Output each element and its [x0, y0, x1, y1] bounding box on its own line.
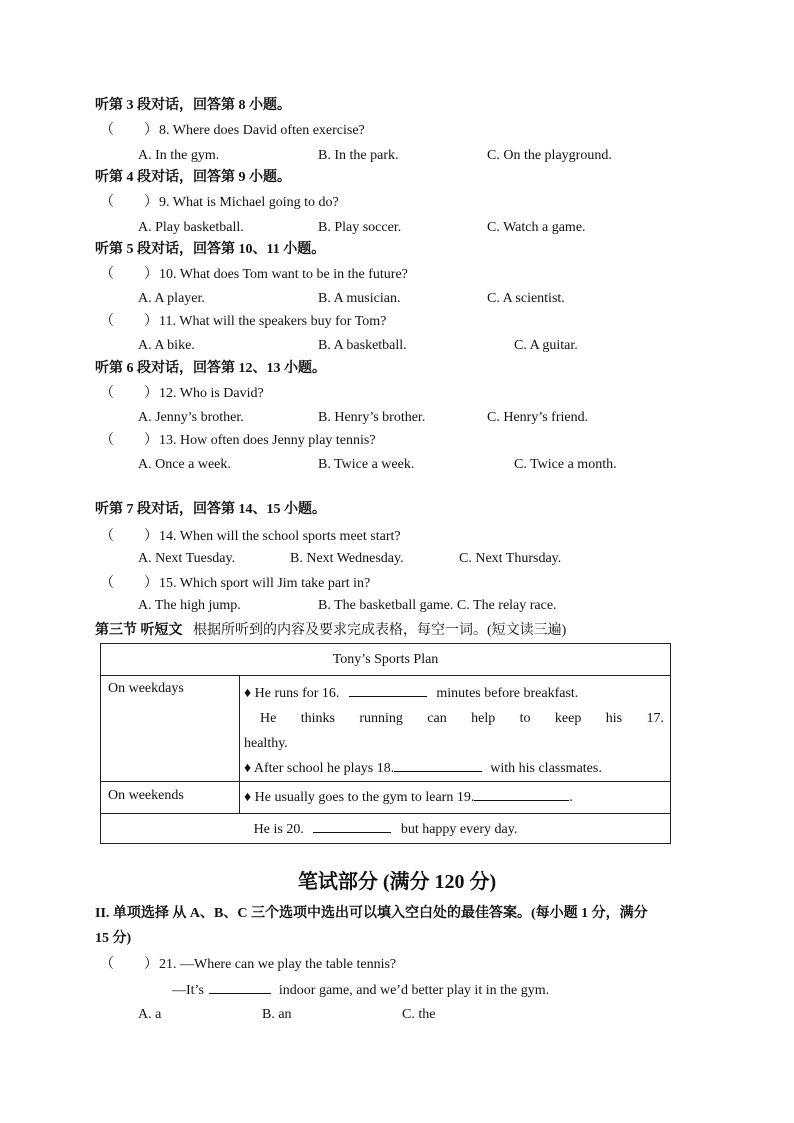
answer-paren-close: ）	[144, 123, 158, 138]
blank-20-suffix: but happy every day.	[400, 821, 518, 837]
question-13: 13. How often does Jenny play tennis?	[159, 433, 376, 448]
q21-option-b: B. an	[262, 1007, 292, 1022]
answer-paren-open: （	[100, 957, 114, 972]
q9-option-c: C. Watch a game.	[487, 220, 586, 235]
word: his	[605, 711, 623, 726]
sports-plan-table	[100, 643, 671, 844]
q10-option-b: B. A musician.	[318, 291, 401, 306]
blank-19-suffix: .	[569, 790, 573, 805]
blank-18-prefix: ♦ After school he plays 18.	[244, 761, 395, 776]
q12-option-c: C. Henry’s friend.	[487, 410, 589, 425]
answer-paren-close: ）	[144, 195, 158, 210]
answer-paren-close: ）	[144, 314, 158, 329]
part-3-label: 第三节 听短文	[95, 623, 183, 638]
weekday-line-1	[244, 681, 664, 706]
q11-option-b: B. A basketball.	[318, 338, 407, 353]
word: can	[427, 711, 447, 726]
word: He	[260, 711, 277, 726]
q21-option-a: A. a	[138, 1007, 162, 1022]
question-21: 21. —Where can we play the table tennis?	[159, 957, 397, 972]
weekday-line-2	[244, 706, 664, 731]
q13-option-a: A. Once a week.	[138, 457, 231, 472]
weekday-line-3: healthy.	[244, 736, 288, 751]
q13-option-b: B. Twice a week.	[318, 457, 415, 472]
question-21-response	[172, 981, 549, 1000]
answer-paren-close: ）	[144, 529, 158, 544]
q8-option-a: A. In the gym.	[138, 148, 220, 163]
q15-options-b-c: B. The basketball game. C. The relay race.	[318, 598, 557, 613]
q9-option-b: B. Play soccer.	[318, 220, 402, 235]
answer-paren-open: （	[100, 123, 114, 138]
q9-option-a: A. Play basketball.	[138, 220, 244, 235]
blank-17-label: 17.	[646, 711, 664, 726]
table-footer-row	[101, 814, 671, 844]
q8-option-b: B. In the park.	[318, 148, 399, 163]
blank-16-suffix: minutes before breakfast.	[436, 686, 579, 701]
blank-21-suffix: indoor game, and we’d better play it in the gym.	[278, 983, 550, 998]
answer-paren-open: （	[100, 576, 114, 591]
part-3-heading	[95, 622, 566, 640]
answer-paren-close: ）	[144, 433, 158, 448]
blank-19-prefix: ♦ He usually goes to the gym to learn 19.	[244, 790, 475, 805]
table-row-weekdays	[101, 676, 671, 782]
blank-21[interactable]	[209, 981, 271, 994]
blank-21-prefix: —It’s	[172, 983, 204, 998]
q8-option-c: C. On the playground.	[487, 148, 612, 163]
table-title: Tony’s Sports Plan	[101, 644, 671, 676]
word: thinks	[300, 711, 335, 726]
answer-paren-open: （	[100, 529, 114, 544]
table-row-weekends	[101, 782, 671, 814]
blank-20-prefix: He is 20.	[253, 821, 304, 837]
answer-paren-open: （	[100, 314, 114, 329]
q12-option-b: B. Henry’s brother.	[318, 410, 426, 425]
answer-paren-open: （	[100, 433, 114, 448]
section-6-heading: 听第 6 段对话，回答第 12、13 小题。	[95, 361, 326, 376]
q12-option-a: A. Jenny’s brother.	[138, 410, 244, 425]
q11-option-c: C. A guitar.	[514, 338, 578, 353]
q15-option-a: A. The high jump.	[138, 598, 241, 613]
q10-option-a: A. A player.	[138, 291, 205, 306]
section-5-heading: 听第 5 段对话，回答第 10、11 小题。	[95, 242, 326, 257]
table-footer	[101, 814, 671, 844]
q14-option-c: C. Next Thursday.	[459, 551, 562, 566]
question-10: 10. What does Tom want to be in the future?	[159, 267, 408, 282]
weekday-line-4	[244, 756, 664, 781]
q14-option-a: A. Next Tuesday.	[138, 551, 236, 566]
table-title-row	[101, 644, 671, 676]
blank-20[interactable]	[313, 820, 391, 833]
blank-18-suffix: with his classmates.	[490, 761, 602, 776]
answer-paren-close: ）	[144, 576, 158, 591]
weekdays-label: On weekdays	[101, 676, 240, 782]
word: keep	[554, 711, 582, 726]
weekends-label: On weekends	[101, 782, 240, 814]
question-9: 9. What is Michael going to do?	[159, 195, 339, 210]
q13-option-c: C. Twice a month.	[514, 457, 617, 472]
blank-16-prefix: ♦ He runs for 16.	[244, 686, 340, 701]
blank-16[interactable]	[349, 684, 427, 697]
q10-option-c: C. A scientist.	[487, 291, 565, 306]
word: help	[471, 711, 496, 726]
word: running	[359, 711, 403, 726]
weekdays-content	[240, 676, 671, 782]
question-15: 15. Which sport will Jim take part in?	[159, 576, 371, 591]
answer-paren-close: ）	[144, 957, 158, 972]
word: to	[519, 711, 531, 726]
weekends-content	[240, 782, 671, 814]
answer-paren-open: （	[100, 195, 114, 210]
q11-option-a: A. A bike.	[138, 338, 195, 353]
answer-paren-open: （	[100, 267, 114, 282]
q21-option-c: C. the	[402, 1007, 436, 1022]
section-4-heading: 听第 4 段对话，回答第 9 小题。	[95, 170, 291, 185]
answer-paren-close: ）	[144, 267, 158, 282]
blank-18[interactable]	[394, 759, 482, 772]
question-12: 12. Who is David?	[159, 386, 264, 401]
q14-option-b: B. Next Wednesday.	[290, 551, 404, 566]
question-8: 8. Where does David often exercise?	[159, 123, 365, 138]
answer-paren-close: ）	[144, 386, 158, 401]
part-3-instruction: 根据所听到的内容及要求完成表格，每空一词。(短文读三遍)	[193, 623, 567, 638]
answer-paren-open: （	[100, 386, 114, 401]
section-2-instruction-line-2: 15 分)	[95, 931, 132, 946]
question-11: 11. What will the speakers buy for Tom?	[159, 314, 387, 329]
question-14: 14. When will the school sports meet start?	[159, 529, 401, 544]
written-part-title: 笔试部分 (满分 120 分)	[297, 871, 497, 893]
section-2-instruction-line-1: II. 单项选择 从 A、B、C 三个选项中选出可以填入空白处的最佳答案。(每小题 1 分，满分	[95, 906, 648, 921]
blank-19[interactable]	[474, 788, 569, 801]
section-7-heading: 听第 7 段对话，回答第 14、15 小题。	[95, 502, 326, 517]
section-3-heading: 听第 3 段对话，回答第 8 小题。	[95, 98, 291, 113]
